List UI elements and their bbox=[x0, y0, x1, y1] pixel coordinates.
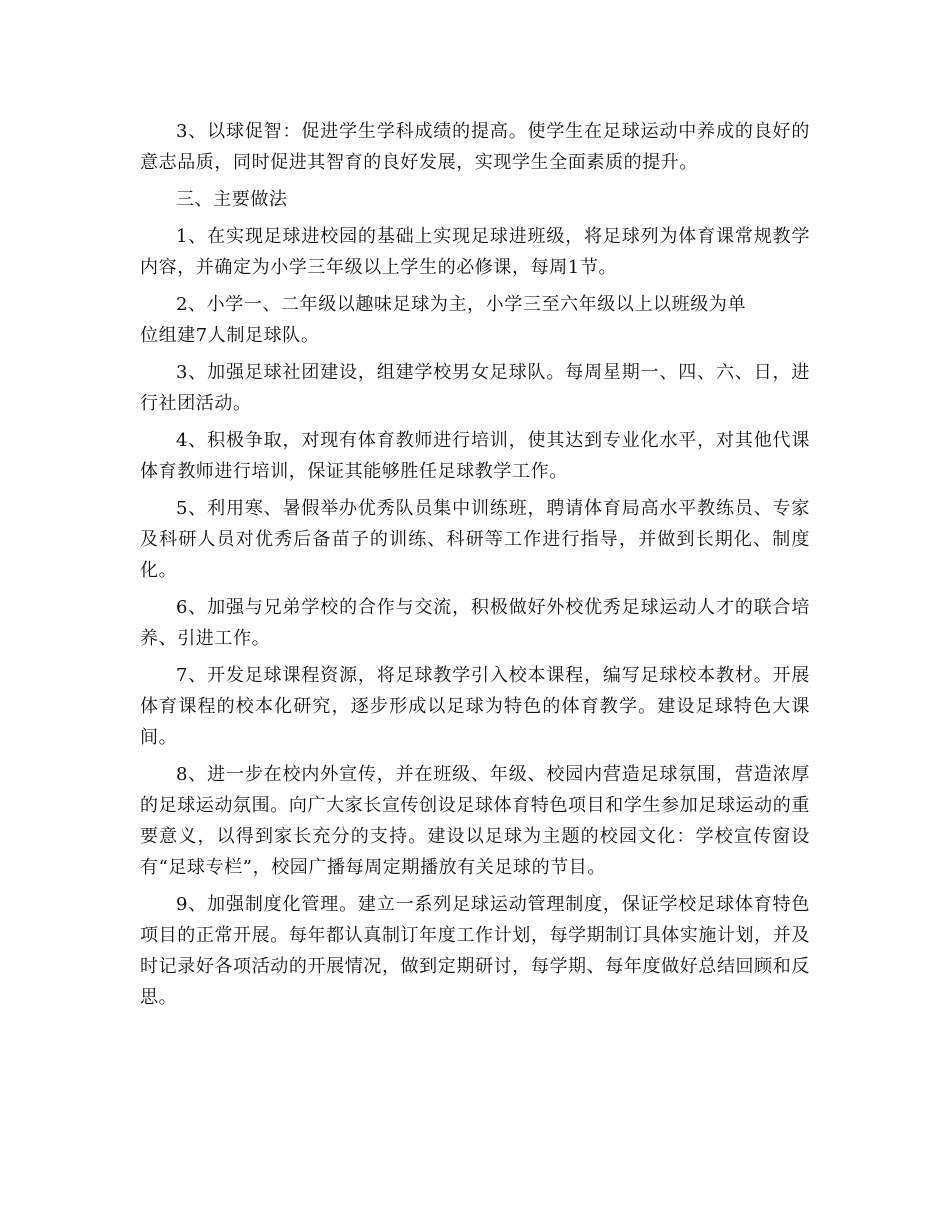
paragraph-method-2: 2、小学一、二年级以趣味足球为主，小学三至六年级以上以班级为单 bbox=[176, 294, 747, 315]
paragraph-goal-3: 3、以球促智：促进学生学科成绩的提高。使学生在足球运动中养成的良好的意志品质，同时促进其智育的良好发展，实现学生全面素质的提升。 bbox=[140, 121, 810, 173]
section-heading-main-methods: 三、主要做法 bbox=[176, 189, 288, 210]
paragraph-method-3: 3、加强足球社团建设，组建学校男女足球队。每周星期一、四、六、日，进行社团活动。 bbox=[140, 362, 810, 414]
paragraph-method-4: 4、积极争取，对现有体育教师进行培训，使其达到专业化水平，对其他代课体育教师进行培训，保证其能够胜任足球教学工作。 bbox=[140, 430, 810, 482]
paragraph-method-1: 1、在实现足球进校园的基础上实现足球进班级，将足球列为体育课常规教学内容，并确定为小学三年级以上学生的必修课，每周1节。 bbox=[140, 226, 810, 278]
paragraph-method-8: 8、进一步在校内外宣传，并在班级、年级、校园内营造足球氛围，营造浓厚的足球运动氛围。向广大家长宣传创设足球体育特色项目和学生参加足球运动的重要意义，以得到家长充分的支持。建设以足球为主题的校园文化：学校宣传窗设有“足球专栏”，校园广播每周定期播放有关足球的节目。 bbox=[140, 764, 810, 878]
paragraph-method-9: 9、加强制度化管理。建立一系列足球运动管理制度，保证学校足球体育特色项目的正常开展。每年都认真制订年度工作计划，每学期制订具体实施计划，并及时记录好各项活动的开展情况，做到定期研讨，每学期、每年度做好总结回顾和反思。 bbox=[140, 894, 810, 1008]
document-body bbox=[140, 116, 810, 1019]
paragraph-method-5: 5、利用寒、暑假举办优秀队员集中训练班，聘请体育局高水平教练员、专家及科研人员对优秀后备苗子的训练、科研等工作进行指导，并做到长期化、制度化。 bbox=[140, 498, 810, 581]
paragraph-method-6: 6、加强与兄弟学校的合作与交流，积极做好外校优秀足球运动人才的联合培养、引进工作。 bbox=[140, 597, 810, 649]
paragraph-method-7: 7、开发足球课程资源，将足球教学引入校本课程，编写足球校本教材。开展体育课程的校本化研究，逐步形成以足球为特色的体育教学。建设足球特色大课间。 bbox=[140, 665, 810, 748]
paragraph-method-2-continued: 位组建7人制足球队。 bbox=[140, 325, 320, 346]
